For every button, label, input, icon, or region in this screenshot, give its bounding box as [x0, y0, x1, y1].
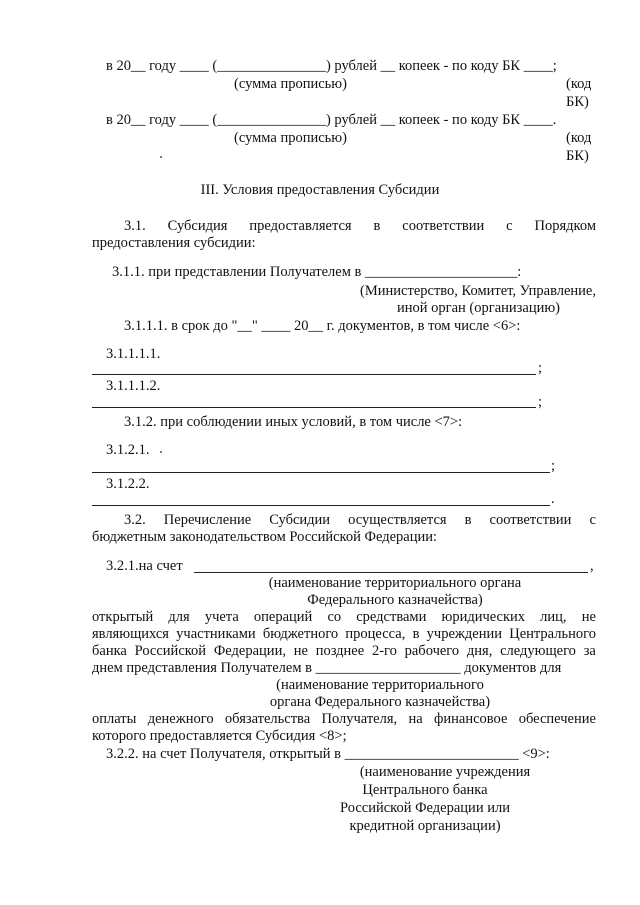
- clause-3-2-1-body-1: открытый для учета операций со средствами юридических лиц, не: [92, 609, 596, 625]
- semicolon-1: ;: [538, 360, 543, 376]
- blank-line-3-1-1-1-1[interactable]: [92, 374, 536, 375]
- semicolon-3: ;: [551, 458, 556, 474]
- clause-3-1-1-1-1: 3.1.1.1.1.: [106, 346, 161, 362]
- clause-3-1-line-1: 3.1. Субсидия предоставляется в соответствии с Порядком: [124, 218, 596, 234]
- clause-3-2-1-note-4: органа Федерального казначейства): [269, 694, 491, 710]
- clause-3-2-1-body-3: банка Российской Федерации, не позднее 2-го рабочего дня, следующего за: [92, 643, 596, 659]
- year-line-1: в 20__ году ____ (_______________) рублей __ копеек - по коду БК ____;: [106, 58, 557, 74]
- clause-3-2-1-body-2: являющихся участниками бюджетного процесса, в учреждении Центрального: [92, 626, 596, 642]
- section-title: III. Условия предоставления Субсидии: [200, 182, 440, 198]
- clause-3-2-1-body-5: оплаты денежного обязательства Получателя, на финансовое обеспечение: [92, 711, 596, 727]
- clause-3-2-1-note-3: (наименование территориального: [276, 677, 484, 693]
- clause-3-1-1: 3.1.1. при представлении Получателем в _____________________:: [112, 264, 522, 280]
- clause-3-2-1-note-2: Федерального казначейства): [307, 592, 483, 608]
- clause-3-2-2-note-2: Центрального банка: [362, 782, 488, 798]
- clause-3-2-2-note-4: кредитной организации): [349, 818, 501, 834]
- clause-3-1-2-1: 3.1.2.1.: [106, 442, 150, 458]
- clause-3-1-1-1: 3.1.1.1. в срок до "__" ____ 20__ г. документов, в том числе <6>:: [124, 318, 521, 334]
- clause-3-1-2-2: 3.1.2.2.: [106, 476, 150, 492]
- clause-3-1-line-2: предоставления субсидии:: [92, 235, 256, 251]
- clause-3-2-1-note-1: (наименование территориального органа: [268, 575, 522, 591]
- blank-line-3-1-2-1[interactable]: [92, 472, 550, 473]
- clause-3-1-1-1-2: 3.1.1.1.2.: [106, 378, 161, 394]
- kbk-note-2-a: (код: [566, 130, 592, 146]
- year-line-2: в 20__ году ____ (_______________) рублей __ копеек - по коду БК ____.: [106, 112, 557, 128]
- clause-3-2-line-1: 3.2. Перечисление Субсидии осуществляется в соответствии с: [124, 512, 596, 528]
- clause-3-2-2-note-1: (наименование учреждения: [359, 764, 531, 780]
- clause-3-1-2: 3.1.2. при соблюдении иных условий, в том числе <7>:: [124, 414, 463, 430]
- blank-line-3-1-2-2[interactable]: [92, 505, 550, 506]
- blank-line-3-2-1[interactable]: [194, 572, 588, 573]
- clause-3-2-2-note-3: Российской Федерации или: [340, 800, 510, 816]
- kbk-note-2-b: БК): [566, 148, 589, 164]
- scan-speck: [160, 156, 162, 158]
- kbk-note-1-b: БК): [566, 94, 589, 110]
- kbk-note-1-a: (код: [566, 76, 592, 92]
- clause-3-1-1-note-2: иной орган (организацию): [397, 300, 560, 316]
- period-1: .: [551, 491, 555, 507]
- blank-line-3-1-1-1-2[interactable]: [92, 407, 536, 408]
- clause-3-2-2: 3.2.2. на счет Получателя, открытый в ________________________ <9>:: [106, 746, 550, 762]
- clause-3-2-1-lead: 3.2.1.на счет: [106, 558, 183, 574]
- clause-3-2-1-body-6: которого предоставляется Субсидия <8>;: [92, 728, 347, 744]
- clause-3-2-line-2: бюджетным законодательством Российской Федерации:: [92, 529, 438, 545]
- clause-3-2-1-body-4: днем представления Получателем в ____________________ документов для: [92, 660, 562, 676]
- amount-words-note-2: (сумма прописью): [234, 130, 347, 146]
- semicolon-2: ;: [538, 394, 543, 410]
- scan-speck-2: [160, 451, 162, 453]
- amount-words-note-1: (сумма прописью): [234, 76, 347, 92]
- comma-1: ,: [590, 558, 594, 574]
- clause-3-1-1-note-1: (Министерство, Комитет, Управление,: [360, 283, 596, 299]
